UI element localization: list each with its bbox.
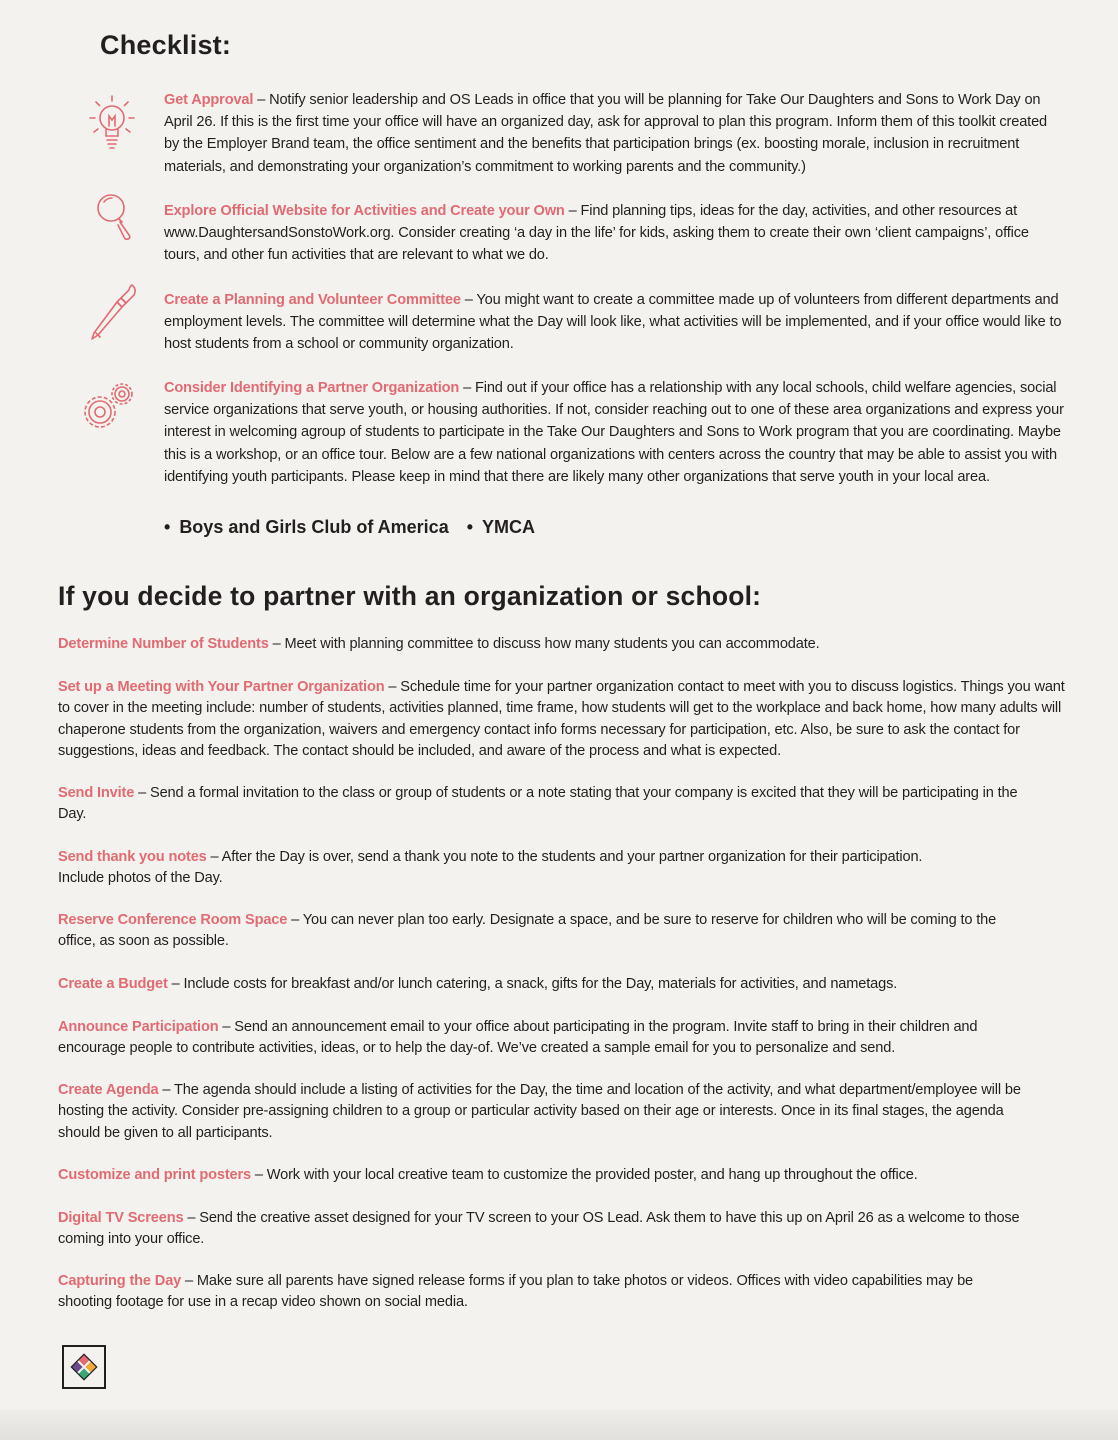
- brand-logo-icon: [62, 1345, 106, 1389]
- partner-item: [58, 1208, 1028, 1251]
- item-text: – After the Day is over, send a thank you note to the students and your partner organization for their participation. Include photos of the Day.: [58, 849, 923, 887]
- lightbulb-icon: [86, 92, 138, 156]
- item-text: – Find out if your office has a relationship with any local schools, child welfare agencies, social service organizations that serve youth, or housing authorities. If not, consider reaching out to one of these area organizations and express your interest in welcoming agroup of students to participate in the Take Our Daughters and Sons to Work program that you are coordinating. Maybe this is a workshop, or an office tour. Below are a few national organizations with centers across the country that may be able to assist you with identifying youth participants. Please keep in mind that there are likely many other organizations that serve youth in your local area.: [164, 380, 1064, 485]
- magnifier-icon: [94, 191, 136, 241]
- checklist-item: [164, 89, 1064, 178]
- checklist-item: [164, 200, 1064, 267]
- item-label: Capturing the Day: [58, 1273, 182, 1289]
- item-label: Set up a Meeting with Your Partner Organization: [58, 679, 385, 695]
- partner-item: [58, 1271, 1028, 1314]
- partner-item: [58, 974, 1068, 995]
- item-label: Get Approval: [164, 92, 254, 108]
- item-text: – Work with your local creative team to customize the provided poster, and hang up throughout the office.: [251, 1167, 918, 1183]
- partner-item: [58, 1080, 1043, 1144]
- item-label: Create Agenda: [58, 1082, 159, 1098]
- partner-item: [58, 634, 1068, 655]
- item-label: Digital TV Screens: [58, 1210, 184, 1226]
- item-label: Customize and print posters: [58, 1167, 251, 1183]
- item-text: – Meet with planning committee to discuss how many students you can accommodate.: [268, 636, 820, 652]
- item-text: – You might want to create a committee made up of volunteers from different departments and employment levels. The committee will determine what the Day will look like, what activities will be implemented, and if your office would like to host students from a school or community organization.: [164, 292, 1062, 353]
- item-label: Determine Number of Students: [58, 636, 269, 652]
- partner-section-title: If you decide to partner with an organization or school:: [58, 581, 762, 611]
- partner-item: [58, 783, 1038, 826]
- item-text: – Send a formal invitation to the class or group of students or a note stating that your company is excited that they will be participating in the Day.: [58, 785, 1018, 823]
- checklist-title: Checklist:: [100, 30, 232, 60]
- partner-item: [58, 847, 968, 890]
- partner-org-list: [164, 517, 535, 538]
- partner-item: [58, 1165, 1068, 1186]
- item-label: Explore Official Website for Activities and Create your Own: [164, 203, 565, 219]
- item-text: – Include costs for breakfast and/or lunch catering, a snack, gifts for the Day, materials for activities, and nametags.: [167, 976, 898, 992]
- item-text: – You can never plan too early. Designate a space, and be sure to reserve for children who will be coming to the office, as soon as possible.: [58, 912, 997, 950]
- item-label: Reserve Conference Room Space: [58, 912, 288, 928]
- item-label: Send thank you notes: [58, 849, 207, 865]
- partner-item: [58, 1017, 1003, 1060]
- item-text: – Schedule time for your partner organization contact to meet with you to discuss logistics. Things you want to cover in the meeting include: number of students, activities planned, time frame, how students will get to the workplace and back home, how many adults will chaperone students from the organization, waivers and emergency contact info forms necessary for participation, etc. Also, be sure to ask the contact for suggestions, ideas and feedback. The contact should be included, and aware of the process and what is expected.: [58, 679, 1065, 760]
- paintbrush-icon: [88, 283, 140, 343]
- checklist-item: [164, 289, 1064, 356]
- item-label: Send Invite: [58, 785, 135, 801]
- item-label: Create a Planning and Volunteer Committee: [164, 292, 461, 308]
- partner-item: [58, 677, 1068, 763]
- item-text: – Find planning tips, ideas for the day, activities, and other resources at www.DaughtersandSonstoWork.org. Consider creating ‘a day in the life’ for kids, asking them to create their own ‘client campaigns’, office tours, and other fun activities that are relevant to what we do.: [164, 203, 1029, 264]
- item-text: – Send an announcement email to your office about participating in the program. Invite staff to bring in their children and encourage people to contribute activities, ideas, or to help the day-of. We’ve created a sample email for you to personalize and send.: [58, 1019, 978, 1057]
- checklist-item: [164, 377, 1064, 488]
- list-item: • Boys and Girls Club of America: [164, 517, 449, 537]
- item-text: – Make sure all parents have signed release forms if you plan to take photos or videos. Offices with video capabilities may be shooting footage for use in a recap video shown on social media.: [58, 1273, 974, 1311]
- page-bottom-edge: [0, 1410, 1118, 1440]
- item-label: Announce Participation: [58, 1019, 219, 1035]
- partner-item: [58, 910, 1018, 953]
- item-text: – Notify senior leadership and OS Leads in office that you will be planning for Take Our Daughters and Sons to Work Day on April 26. If this is the first time your office will have an organized day, ask for approval to plan this program. Inform them of this toolkit created by the Employer Brand team, the office sentiment and the benefits that participation brings (ex. boosting morale, inclusion in recruitment materials, and demonstrating your organization’s commitment to working parents and the community.): [164, 92, 1048, 175]
- list-item: • YMCA: [466, 517, 536, 537]
- item-text: – The agenda should include a listing of activities for the Day, the time and location of the activity, and what department/employee will be hosting the activity. Consider pre-assigning children to a group or particular activity based on their age or interests. Once in its final stages, the agenda should be given to all participants.: [58, 1082, 1021, 1141]
- item-label: Consider Identifying a Partner Organization: [164, 380, 460, 396]
- item-text: – Send the creative asset designed for your TV screen to your OS Lead. Ask them to have this up on April 26 as a welcome to those coming into your office.: [58, 1210, 1020, 1248]
- gears-icon: [78, 378, 138, 438]
- item-label: Create a Budget: [58, 976, 168, 992]
